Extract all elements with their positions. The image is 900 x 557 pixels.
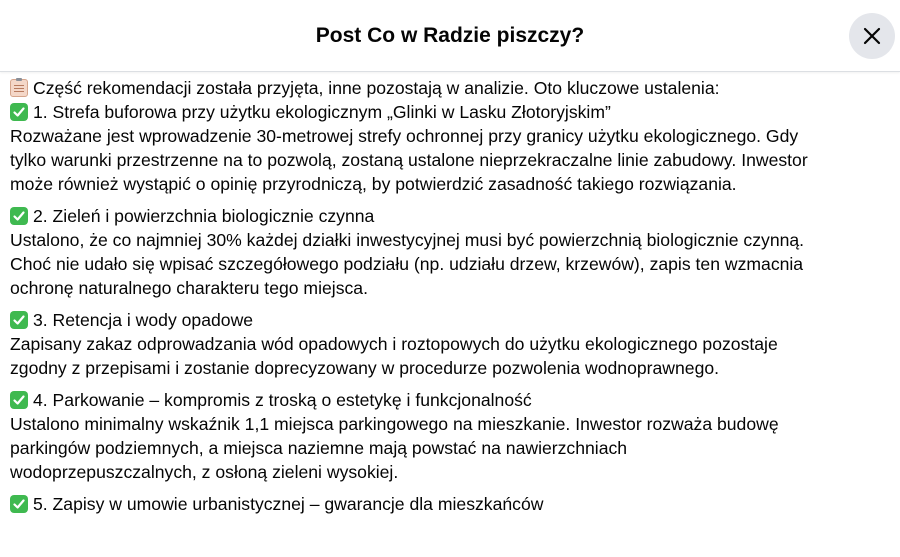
section-3 xyxy=(10,308,898,380)
section-4 xyxy=(10,388,898,484)
dialog-title: Post Co w Radzie piszczy? xyxy=(315,24,585,47)
check-mark-icon xyxy=(10,311,28,329)
check-mark-icon xyxy=(10,103,28,121)
close-icon xyxy=(862,26,882,46)
section-text-line: Rozważane jest wprowadzenie 30-metrowej strefy ochronnej przy granicy użytku ekologicznego. Gdy xyxy=(10,126,799,146)
close-button[interactable] xyxy=(849,13,895,59)
section-text-line: zgodny z przepisami i zostanie doprecyzowany w procedurze pozwolenia wodnoprawnego. xyxy=(10,358,720,378)
section-text-line: Zapisany zakaz odprowadzania wód opadowych i roztopowych do użytku ekologicznego pozostaje xyxy=(10,334,778,354)
dialog-header xyxy=(0,0,900,72)
check-mark-icon xyxy=(10,207,28,225)
section-text-line: Choć nie udało się wpisać szczegółowego podziału (np. udziału drzew, krzewów), zapis ten wzmacnia xyxy=(10,254,804,274)
intro-paragraph xyxy=(10,76,898,100)
section-text-line: Ustalono, że co najmniej 30% każdej działki inwestycyjnej musi być powierzchnią biologicznie czynną. xyxy=(10,230,805,250)
section-heading: 2. Zieleń i powierzchnia biologicznie czynna xyxy=(10,204,898,228)
section-text-line: ochronę naturalnego charakteru tego miejsca. xyxy=(10,278,368,298)
check-mark-icon xyxy=(10,495,28,513)
check-mark-icon xyxy=(10,391,28,409)
section-heading: 5. Zapisy w umowie urbanistycznej – gwarancje dla mieszkańców xyxy=(10,492,898,516)
section-2 xyxy=(10,204,898,300)
section-text-line: tylko warunki przestrzenne na to pozwolą, zostaną ustalone nieprzekraczalne linie zabudowy. Inwestor xyxy=(10,150,808,170)
section-text-line: wodoprzepuszczalnych, z osłoną zieleni wysokiej. xyxy=(10,462,399,482)
section-text-line: Ustalono minimalny wskaźnik 1,1 miejsca parkingowego na mieszkanie. Inwestor rozważa budowę xyxy=(10,414,779,434)
section-text-line: parkingów podziemnych, a miejsca naziemne mają powstać na nawierzchniach xyxy=(10,438,628,458)
section-heading: 1. Strefa buforowa przy użytku ekologicznym „Glinki w Lasku Złotoryjskim” xyxy=(10,100,898,124)
section-1 xyxy=(10,100,898,196)
section-heading: 3. Retencja i wody opadowe xyxy=(10,308,898,332)
intro-text: Część rekomendacji została przyjęta, inne pozostają w analizie. Oto kluczowe ustalenia: xyxy=(33,78,720,98)
intro-line xyxy=(10,76,898,100)
clipboard-icon xyxy=(10,79,28,97)
section-5 xyxy=(10,492,898,516)
section-text-line: może również wystąpić o opinię przyrodniczą, by potwierdzić zasadność takiego rozwiązania. xyxy=(10,174,737,194)
section-heading: 4. Parkowanie – kompromis z troską o estetykę i funkcjonalność xyxy=(10,388,898,412)
post-body xyxy=(10,76,898,524)
